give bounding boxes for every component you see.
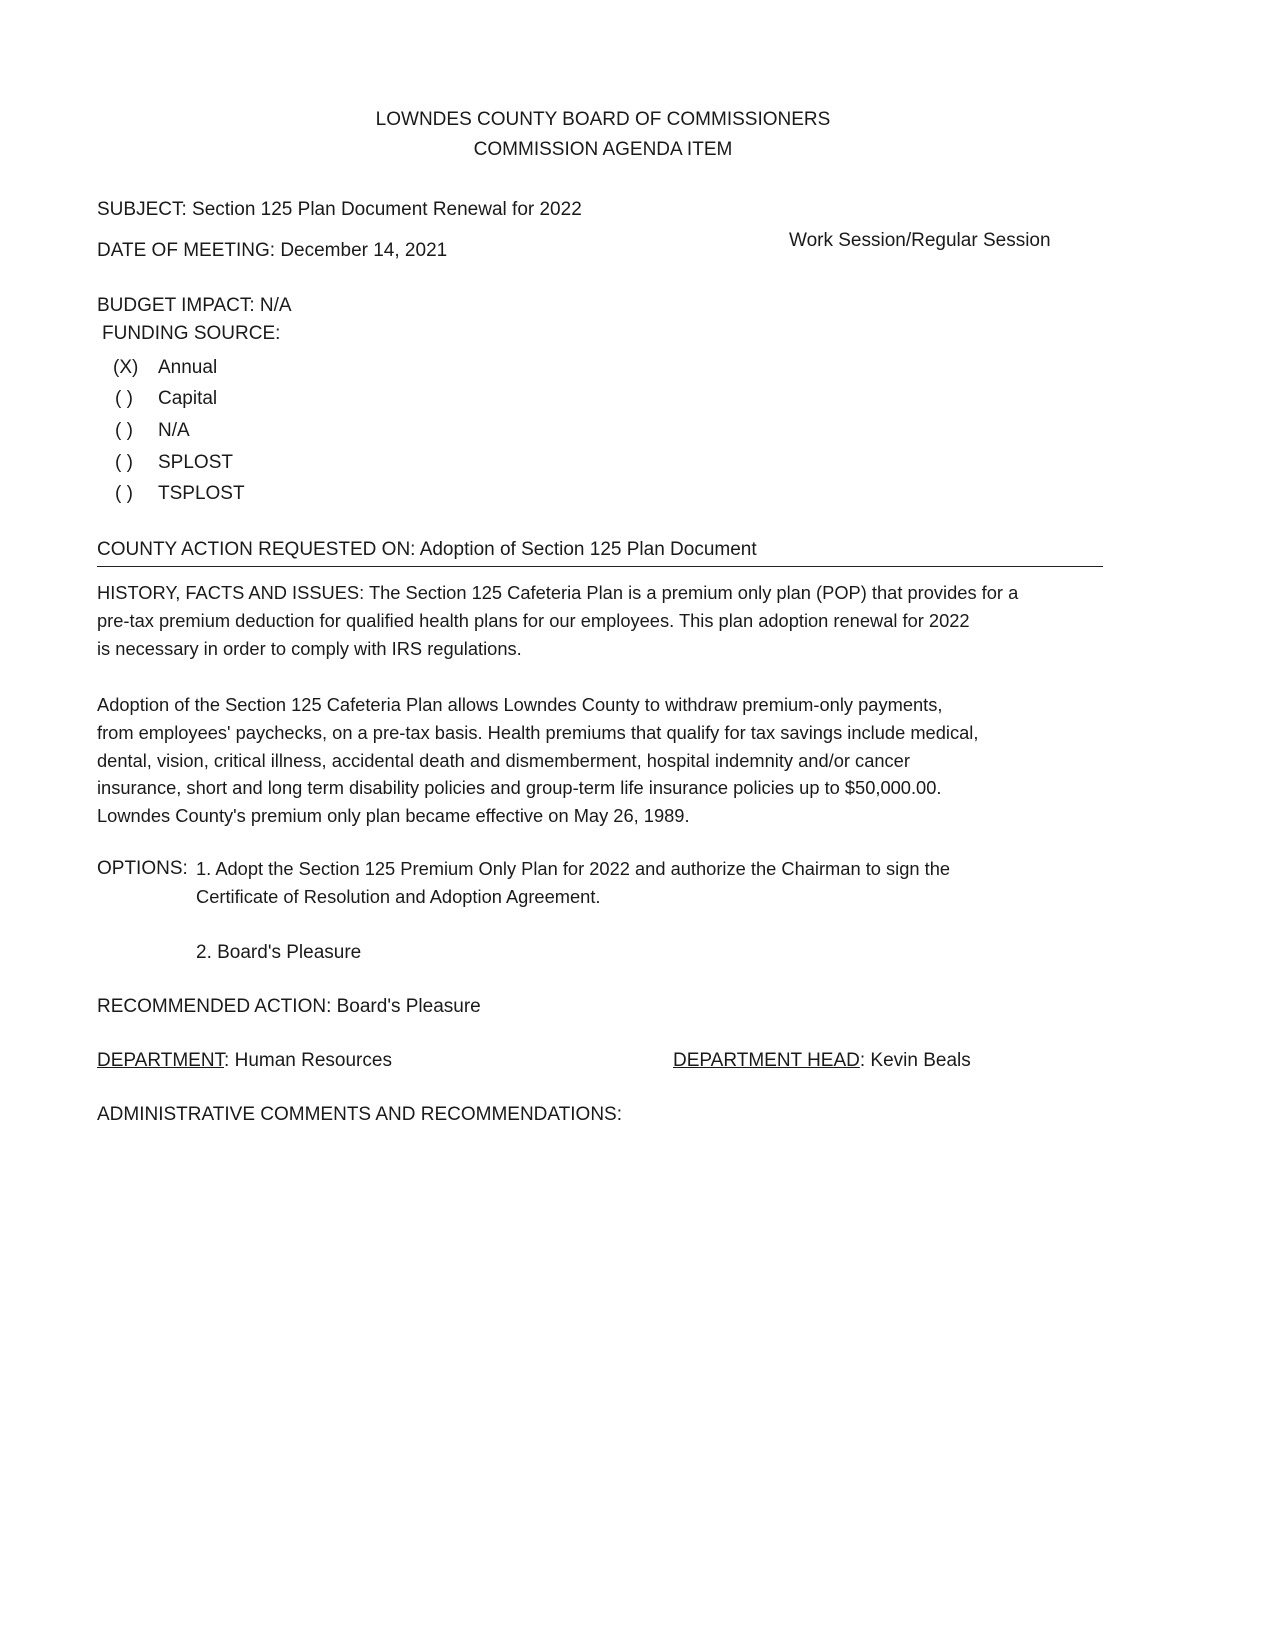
options-label: OPTIONS: <box>97 858 188 879</box>
funding-source-label: FUNDING SOURCE: <box>102 323 281 344</box>
funding-mark: ( ) <box>115 452 133 473</box>
admin-comments: ADMINISTRATIVE COMMENTS AND RECOMMENDATIONS: <box>97 1104 622 1125</box>
funding-mark: (X) <box>113 357 139 378</box>
department-head-label: DEPARTMENT HEAD <box>673 1050 860 1071</box>
divider-line <box>97 566 1103 567</box>
department-head <box>673 1050 971 1072</box>
history-line: pre-tax premium deduction for qualified health plans for our employees. This plan adoption renewal for 2022 <box>97 610 970 631</box>
option-1: 1. Adopt the Section 125 Premium Only Plan for 2022 and authorize the Chairman to sign the <box>196 858 951 879</box>
history-line: HISTORY, FACTS AND ISSUES: The Section 125 Cafeteria Plan is a premium only plan (POP) that provides for a <box>97 582 1019 603</box>
adoption-line: insurance, short and long term disability policies and group-term life insurance policies up to $50,000.00. <box>97 777 942 798</box>
option-2: 2. Board's Pleasure <box>196 942 362 963</box>
adoption-line: from employees' paychecks, on a pre-tax basis. Health premiums that qualify for tax savings include medical, <box>97 722 979 743</box>
department-head-value: : Kevin Beals <box>859 1050 971 1071</box>
department <box>97 1050 392 1072</box>
funding-mark: ( ) <box>115 388 133 409</box>
meeting-date: DATE OF MEETING: December 14, 2021 <box>97 240 448 261</box>
funding-label: TSPLOST <box>158 483 245 504</box>
header-line-1: LOWNDES COUNTY BOARD OF COMMISSIONERS <box>375 109 831 130</box>
adoption-line: dental, vision, critical illness, accidental death and dismemberment, hospital indemnity and/or cancer <box>97 750 910 771</box>
recommended-action: RECOMMENDED ACTION: Board's Pleasure <box>97 996 481 1017</box>
funding-label: Annual <box>158 357 218 378</box>
funding-mark: ( ) <box>115 420 133 441</box>
session-type: Work Session/Regular Session <box>789 230 1051 251</box>
department-value: : Human Resources <box>224 1050 392 1071</box>
funding-label: N/A <box>158 420 190 441</box>
adoption-line: Lowndes County's premium only plan became effective on May 26, 1989. <box>97 805 690 826</box>
funding-mark: ( ) <box>115 483 133 504</box>
history-line: is necessary in order to comply with IRS regulations. <box>97 638 522 659</box>
option-1-cont: Certificate of Resolution and Adoption Agreement. <box>196 886 601 907</box>
budget-impact: BUDGET IMPACT: N/A <box>97 295 292 316</box>
funding-label: Capital <box>158 388 218 409</box>
department-label: DEPARTMENT <box>97 1050 225 1071</box>
adoption-line: Adoption of the Section 125 Cafeteria Plan allows Lowndes County to withdraw premium-only payments, <box>97 694 943 715</box>
subject: SUBJECT: Section 125 Plan Document Renewal for 2022 <box>97 199 582 220</box>
action-requested: COUNTY ACTION REQUESTED ON: Adoption of Section 125 Plan Document <box>97 539 757 560</box>
funding-label: SPLOST <box>158 452 233 473</box>
header-line-2: COMMISSION AGENDA ITEM <box>473 139 733 160</box>
